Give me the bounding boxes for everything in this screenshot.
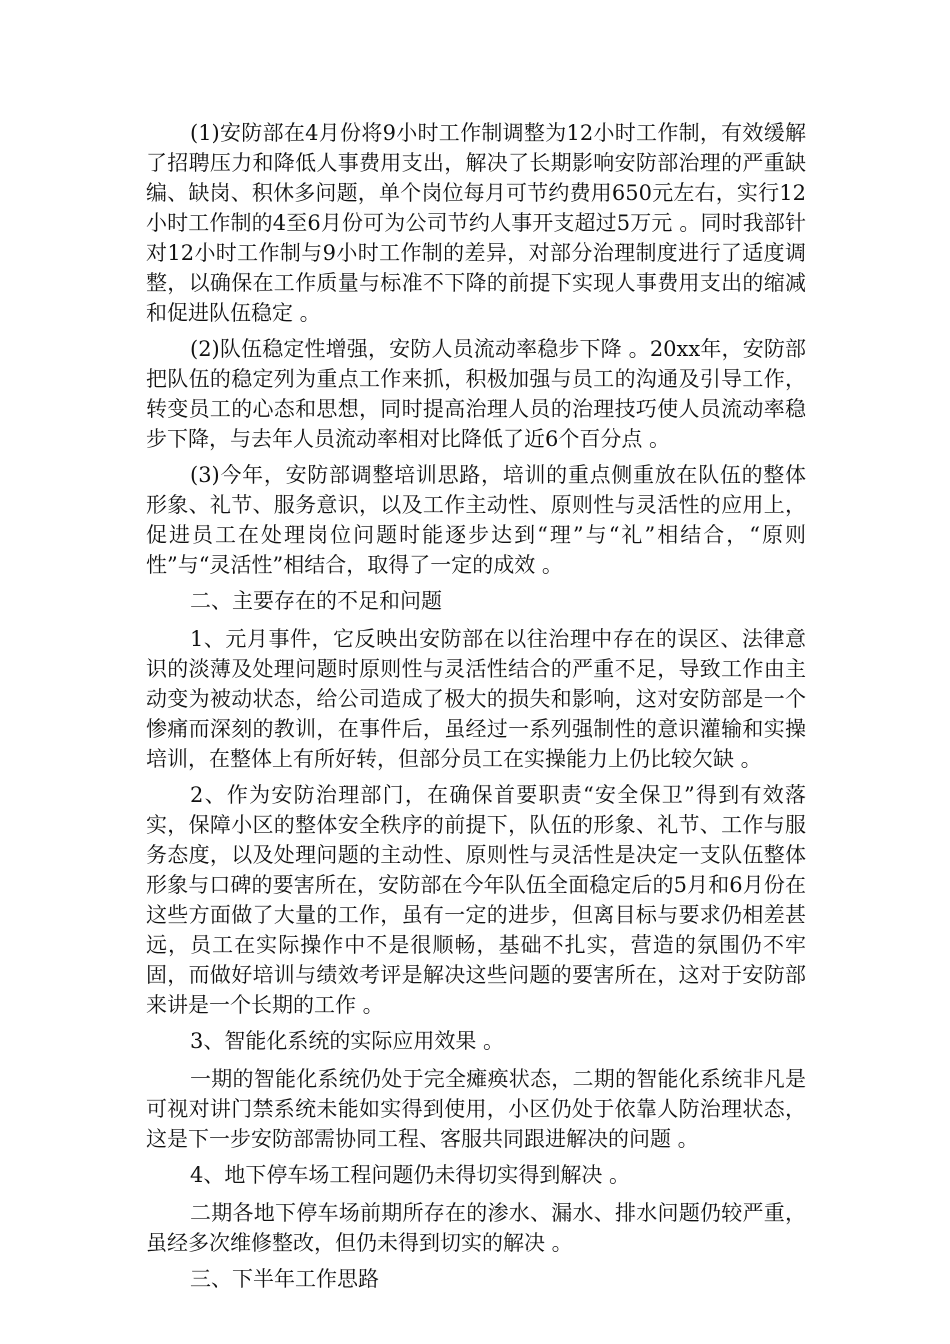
paragraph-team-stability: (2)队伍稳定性增强，安防人员流动率稳步下降 。20xx年，安防部把队伍的稳定列为重点工作来抓，积极加强与员工的沟通及引导工作，转变员工的心态和思想，同时提高治理人员的治理技巧使人员流动率稳步下降，与去年人员流动率相对比降低了近6个百分点 。 <box>146 337 806 451</box>
item-heading-intelligent-system: 3、智能化系统的实际应用效果 。 <box>190 1029 505 1053</box>
item-heading-parking-garage: 4、地下停车场工程问题仍未得切实得到解决 。 <box>190 1163 631 1187</box>
section-heading-problems: 二、主要存在的不足和问题 <box>190 589 442 613</box>
paragraph-intelligent-system-status: 一期的智能化系统仍处于完全瘫痪状态，二期的智能化系统非凡是可视对讲门禁系统未能如实得到使用，小区仍处于依靠人防治理状态，这是下一步安防部需协同工程、客服共同跟进解决的问题 。 <box>146 1067 806 1151</box>
paragraph-security-shift-change: (1)安防部在4月份将9小时工作制调整为12小时工作制，有效缓解了招聘压力和降低人事费用支出，解决了长期影响安防部治理的严重缺编、缺岗、积休多问题，单个岗位每月可节约费用650元左右，实行12小时工作制的4至6月份可为公司节约人事开支超过5万元 。同时我部针对12小时工作制与9小时工作制的差异，对部分治理制度进行了适度调整，以确保在工作质量与标准不下降的前提下实现人事费用支出的缩减和促进队伍稳定 。 <box>146 121 806 325</box>
section-heading-second-half-plan: 三、下半年工作思路 <box>190 1267 379 1291</box>
paragraph-january-incident: 1、元月事件，它反映出安防部在以往治理中存在的误区、法律意识的淡薄及处理问题时原则性与灵活性结合的严重不足，导致工作由主动变为被动状态，给公司造成了极大的损失和影响，这对安防部是一个惨痛而深刻的教训，在事件后，虽经过一系列强制性的意识灌输和实操培训，在整体上有所好转，但部分员工在实操能力上仍比较欠缺 。 <box>146 627 806 771</box>
paragraph-department-duties: 2、作为安防治理部门，在确保首要职责“安全保卫”得到有效落实，保障小区的整体安全秩序的前提下，队伍的形象、礼节、工作与服务态度，以及处理问题的主动性、原则性与灵活性是决定一支队伍整体形象与口碑的要害所在，安防部在今年队伍全面稳定后的5月和6月份在这些方面做了大量的工作，虽有一定的进步，但离目标与要求仍相差甚远，员工在实际操作中不是很顺畅，基础不扎实，营造的氛围仍不牢固，而做好培训与绩效考评是解决这些问题的要害所在，这对于安防部来讲是一个长期的工作 。 <box>146 783 806 1017</box>
paragraph-training-approach: (3)今年，安防部调整培训思路，培训的重点侧重放在队伍的整体形象、礼节、服务意识，以及工作主动性、原则性与灵活性的应用上，促进员工在处理岗位问题时能逐步达到“理”与“礼”相结合，“原则性”与“灵活性”相结合，取得了一定的成效 。 <box>146 463 806 577</box>
document-body <box>146 118 806 1302</box>
paragraph-parking-garage-issues: 二期各地下停车场前期所存在的渗水、漏水、排水问题仍较严重，虽经多次维修整改，但仍未得到切实的解决 。 <box>146 1201 806 1255</box>
